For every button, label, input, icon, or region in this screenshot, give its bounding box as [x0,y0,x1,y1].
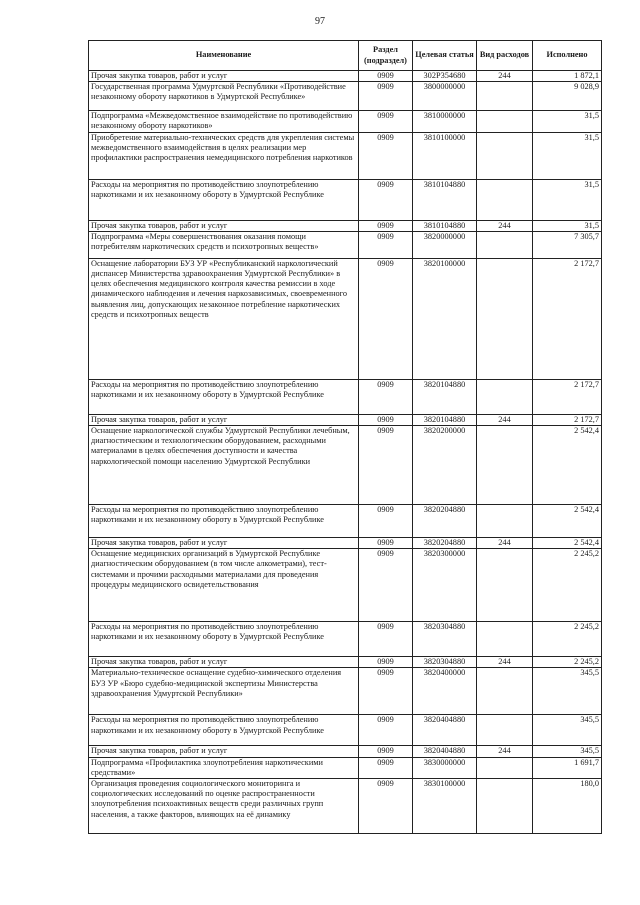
row-amount: 345,5 [533,715,602,746]
column-header-name: Наименование [89,41,359,71]
row-amount: 31,5 [533,179,602,220]
table-row [89,657,602,668]
table-row [89,538,602,549]
row-target: 302Р354680 [413,71,477,82]
row-target: 3820000000 [413,231,477,258]
table-row [89,179,602,220]
row-amount: 31,5 [533,111,602,132]
row-name: Расходы на мероприятия по противодействию злоупотреблению наркотиками и их незаконному обороту в Удмуртской Республике [89,379,359,414]
row-target: 3820404880 [413,715,477,746]
row-amount: 2 172,7 [533,258,602,379]
row-section: 0909 [359,549,413,622]
row-target: 3820100000 [413,258,477,379]
column-header-section: Раздел (подраздел) [359,41,413,71]
row-target: 3830000000 [413,757,477,778]
row-amount: 31,5 [533,132,602,179]
table-row [89,82,602,111]
row-expense-type [477,668,533,715]
row-amount: 2 245,2 [533,622,602,657]
row-section: 0909 [359,505,413,538]
row-name: Расходы на мероприятия по противодействию злоупотреблению наркотиками и их незаконному обороту в Удмуртской Республике [89,622,359,657]
row-target: 3820104880 [413,414,477,425]
row-section: 0909 [359,379,413,414]
row-amount: 2 542,4 [533,505,602,538]
row-section: 0909 [359,622,413,657]
row-section: 0909 [359,179,413,220]
row-name: Государственная программа Удмуртской Республики «Противодействие незаконному обороту наркотиков в Удмуртской Республике» [89,82,359,111]
table-row [89,746,602,757]
row-expense-type [477,379,533,414]
row-amount: 2 172,7 [533,414,602,425]
row-target: 3800000000 [413,82,477,111]
row-name: Прочая закупка товаров, работ и услуг [89,538,359,549]
row-target: 3820104880 [413,379,477,414]
row-target: 3820300000 [413,549,477,622]
row-target: 3820304880 [413,657,477,668]
row-target: 3820200000 [413,426,477,505]
row-amount: 180,0 [533,779,602,834]
row-section: 0909 [359,657,413,668]
row-target: 3810104880 [413,179,477,220]
row-amount: 2 245,2 [533,657,602,668]
table-row [89,111,602,132]
row-section: 0909 [359,111,413,132]
row-name: Оснащение наркологической службы Удмуртской Республики лечебным, диагностическим и технологическим оборудованием, расходными материалами в целях обеспечения доступности и качества наркологической помощи населению Удмуртской Республики [89,426,359,505]
row-section: 0909 [359,538,413,549]
row-target: 3810104880 [413,220,477,231]
row-section: 0909 [359,746,413,757]
row-expense-type [477,757,533,778]
row-section: 0909 [359,757,413,778]
row-expense-type: 244 [477,71,533,82]
table-row [89,414,602,425]
table-row [89,379,602,414]
column-header-executed: Исполнено [533,41,602,71]
table-row [89,757,602,778]
row-expense-type [477,179,533,220]
row-section: 0909 [359,71,413,82]
row-target: 3820204880 [413,538,477,549]
table-row [89,71,602,82]
row-target: 3830100000 [413,779,477,834]
row-amount: 345,5 [533,746,602,757]
row-name: Расходы на мероприятия по противодействию злоупотреблению наркотиками и их незаконному обороту в Удмуртской Республике [89,715,359,746]
row-amount: 2 542,4 [533,426,602,505]
row-name: Оснащение медицинских организаций в Удмуртской Республике диагностическим оборудованием (в том числе алкометрами), тест-системами и прочими расходными материалами для проведения процедуры медицинского освидетельствования [89,549,359,622]
table-header-row [89,41,602,71]
row-section: 0909 [359,426,413,505]
table-row [89,715,602,746]
row-expense-type [477,549,533,622]
row-expense-type [477,622,533,657]
page-number: 97 [315,16,325,27]
table-row [89,426,602,505]
row-section: 0909 [359,668,413,715]
table-row [89,231,602,258]
row-expense-type [477,715,533,746]
row-section: 0909 [359,82,413,111]
row-expense-type [477,258,533,379]
row-expense-type [477,82,533,111]
row-amount: 2 172,7 [533,379,602,414]
row-amount: 1 872,1 [533,71,602,82]
row-amount: 2 245,2 [533,549,602,622]
row-name: Подпрограмма «Меры совершенствования оказания помощи потребителям наркотических средств и психотропных веществ» [89,231,359,258]
budget-execution-table [88,40,602,834]
table-row [89,668,602,715]
row-name: Материально-техническое оснащение судебно-химического отделения БУЗ УР «Бюро судебно-медицинской экспертизы Министерства здравоохранения Удмуртской Республики» [89,668,359,715]
row-name: Расходы на мероприятия по противодействию злоупотреблению наркотиками и их незаконному обороту в Удмуртской Республике [89,505,359,538]
table-row [89,132,602,179]
row-target: 3820400000 [413,668,477,715]
row-target: 3820304880 [413,622,477,657]
row-target: 3810100000 [413,132,477,179]
row-expense-type [477,426,533,505]
row-expense-type [477,132,533,179]
row-expense-type: 244 [477,414,533,425]
row-name: Прочая закупка товаров, работ и услуг [89,414,359,425]
table-row [89,549,602,622]
row-name: Подпрограмма «Межведомственное взаимодействие по противодействию незаконному обороту наркотиков» [89,111,359,132]
row-name: Прочая закупка товаров, работ и услуг [89,746,359,757]
row-name: Прочая закупка товаров, работ и услуг [89,71,359,82]
row-expense-type [477,505,533,538]
row-section: 0909 [359,231,413,258]
row-section: 0909 [359,414,413,425]
row-amount: 7 305,7 [533,231,602,258]
row-name: Организация проведения социологического мониторинга и социологических исследований по оценке распространенности злоупотребления психоактивных веществ среди различных групп населения, а также факторов, влияющих на её динамику [89,779,359,834]
row-amount: 345,5 [533,668,602,715]
row-name: Расходы на мероприятия по противодействию злоупотреблению наркотиками и их незаконному обороту в Удмуртской Республике [89,179,359,220]
row-expense-type: 244 [477,657,533,668]
row-section: 0909 [359,220,413,231]
row-name: Оснащение лаборатории БУЗ УР «Республиканский наркологический диспансер Министерства здравоохранения Удмуртской Республики» в целях обеспечения медицинского контроля качества ремиссии в ходе динамического наблюдения и лечения наркозависимых, своевременного выявления лиц, допускающих незаконное потребление наркотических средств и психотропных веществ [89,258,359,379]
row-name: Прочая закупка товаров, работ и услуг [89,220,359,231]
row-target: 3820204880 [413,505,477,538]
row-expense-type: 244 [477,538,533,549]
row-name: Прочая закупка товаров, работ и услуг [89,657,359,668]
row-expense-type [477,111,533,132]
row-amount: 1 691,7 [533,757,602,778]
row-amount: 2 542,4 [533,538,602,549]
row-amount: 31,5 [533,220,602,231]
row-amount: 9 028,9 [533,82,602,111]
row-section: 0909 [359,779,413,834]
table-row [89,779,602,834]
row-expense-type: 244 [477,220,533,231]
row-target: 3810000000 [413,111,477,132]
row-expense-type: 244 [477,746,533,757]
row-section: 0909 [359,258,413,379]
row-expense-type [477,779,533,834]
table-row [89,258,602,379]
row-section: 0909 [359,132,413,179]
column-header-expense-type: Вид расходов [477,41,533,71]
row-name: Подпрограмма «Профилактика злоупотребления наркотическими средствами» [89,757,359,778]
table-row [89,622,602,657]
table-row [89,505,602,538]
table-row [89,220,602,231]
row-expense-type [477,231,533,258]
row-section: 0909 [359,715,413,746]
column-header-target: Целевая статья [413,41,477,71]
row-target: 3820404880 [413,746,477,757]
row-name: Приобретение материально-технических средств для укрепления системы межведомственного взаимодействия в целях реализации мер профилактики распространения немедицинского потребления наркотиков [89,132,359,179]
